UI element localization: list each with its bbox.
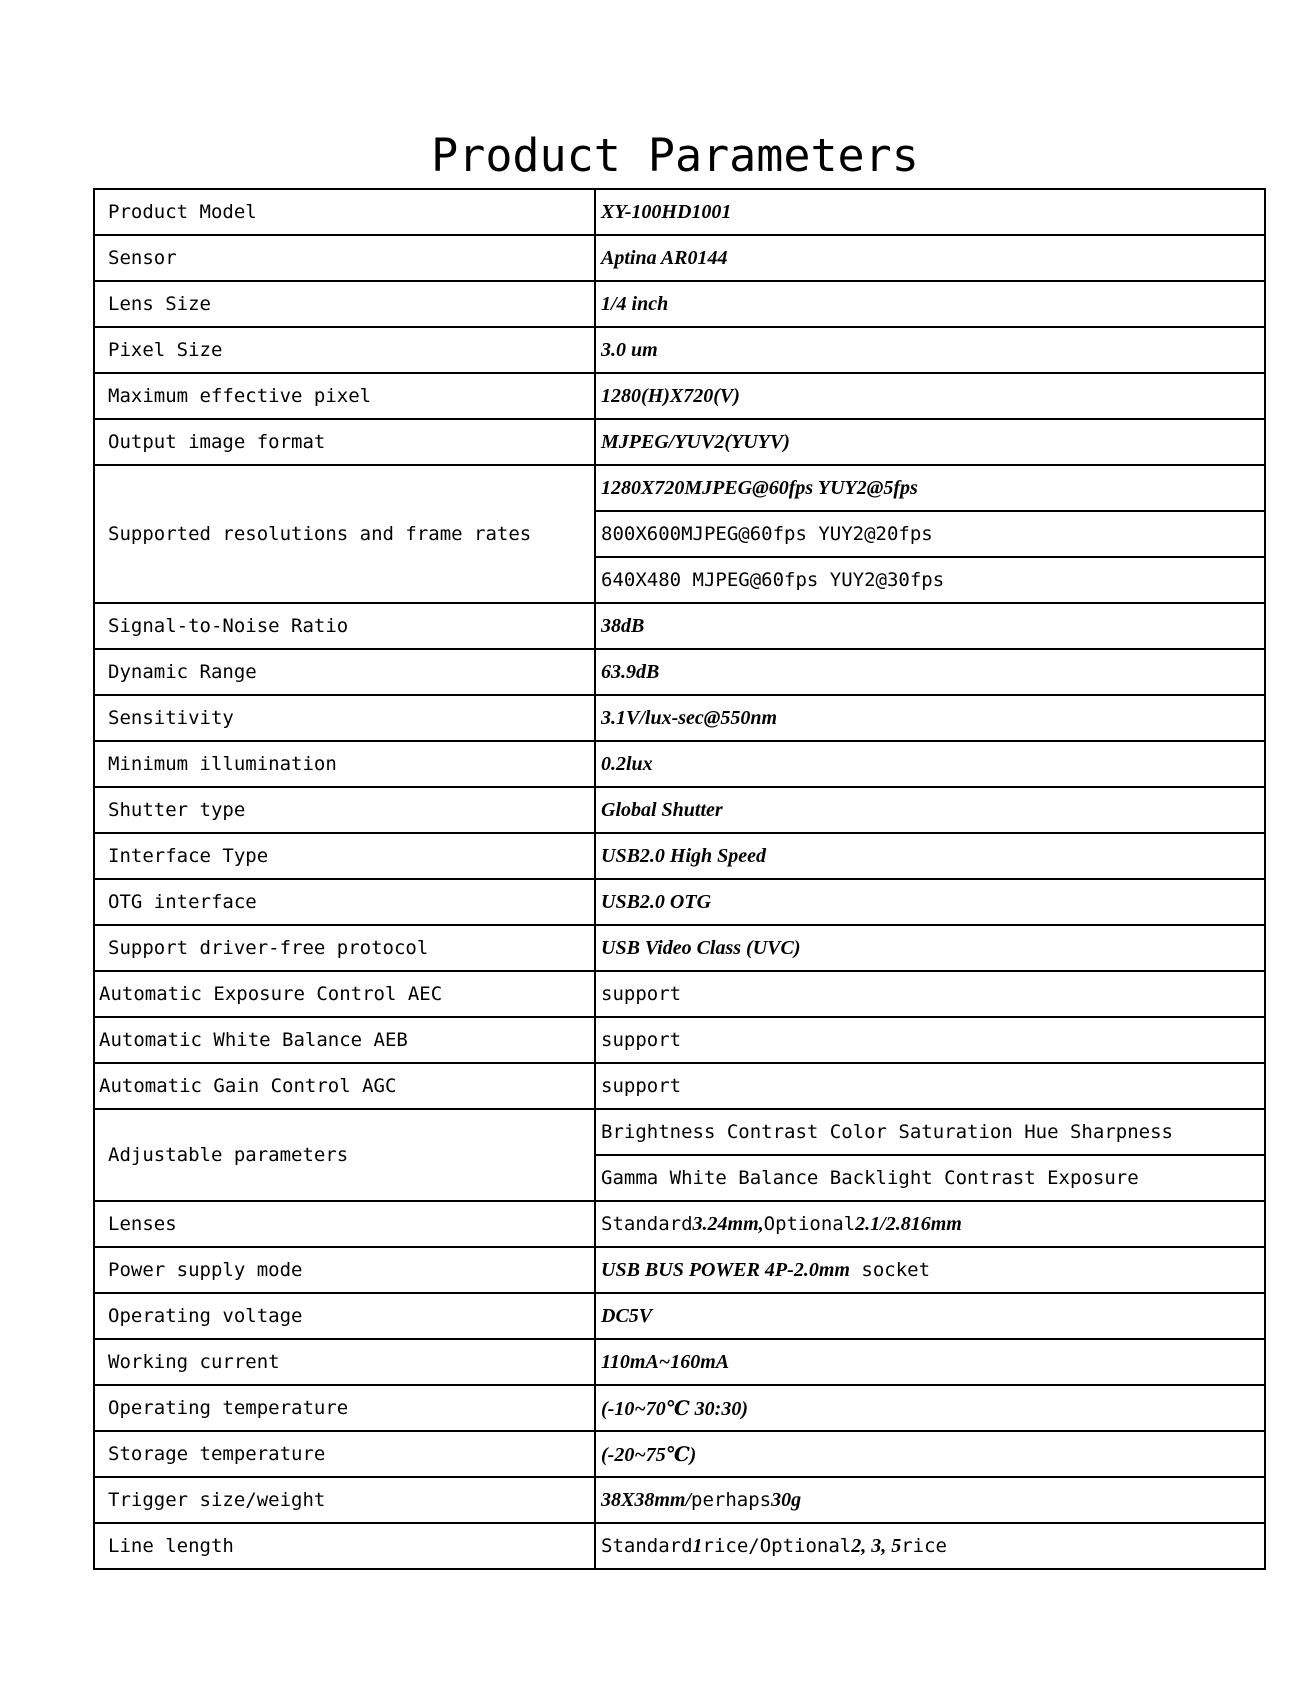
table-row (94, 189, 1265, 235)
table-row (94, 1247, 1265, 1293)
table-row (94, 1477, 1265, 1523)
param-label: Automatic Gain Control AGC (94, 1063, 595, 1109)
param-value: (-20~75℃) (595, 1431, 1265, 1477)
table-row (94, 1293, 1265, 1339)
param-value: 1280X720MJPEG@60fps YUY2@5fps (595, 465, 1265, 511)
value-part: 1 (692, 1534, 703, 1557)
table-row (94, 833, 1265, 879)
table-row (94, 1385, 1265, 1431)
param-label: Minimum illumination (94, 741, 595, 787)
param-value (595, 1477, 1265, 1523)
param-value: USB2.0 High Speed (595, 833, 1265, 879)
table-row (94, 971, 1265, 1017)
param-value: 640X480 MJPEG@60fps YUY2@30fps (595, 557, 1265, 603)
param-label: Dynamic Range (94, 649, 595, 695)
param-label: Storage temperature (94, 1431, 595, 1477)
table-row (94, 925, 1265, 971)
value-part: 2.1/2.816mm (855, 1212, 962, 1235)
param-label: Operating temperature (94, 1385, 595, 1431)
param-value: 3.0 um (595, 327, 1265, 373)
table-row (94, 373, 1265, 419)
table-row (94, 879, 1265, 925)
table-row (94, 787, 1265, 833)
param-label: Output image format (94, 419, 595, 465)
param-value (595, 1247, 1265, 1293)
table-row (94, 1523, 1265, 1569)
param-label: Shutter type (94, 787, 595, 833)
value-part: 3.24mm, (692, 1212, 764, 1235)
param-value: USB2.0 OTG (595, 879, 1265, 925)
table-row (94, 1017, 1265, 1063)
param-label: Sensor (94, 235, 595, 281)
table-row (94, 465, 1265, 511)
param-value: USB Video Class (UVC) (595, 925, 1265, 971)
table-row (94, 1063, 1265, 1109)
param-label: Automatic Exposure Control AEC (94, 971, 595, 1017)
table-row (94, 281, 1265, 327)
table-row (94, 419, 1265, 465)
param-label: Automatic White Balance AEB (94, 1017, 595, 1063)
param-label: Pixel Size (94, 327, 595, 373)
param-label: Lens Size (94, 281, 595, 327)
value-part: rice (901, 1534, 947, 1557)
param-label: Lenses (94, 1201, 595, 1247)
param-value: MJPEG/YUV2(YUYV) (595, 419, 1265, 465)
param-label: Sensitivity (94, 695, 595, 741)
parameters-table (93, 188, 1266, 1570)
param-value: support (595, 971, 1265, 1017)
value-part: 2, 3, 5 (851, 1534, 902, 1557)
value-part: Standard (601, 1212, 693, 1235)
table-row (94, 1201, 1265, 1247)
param-label: Power supply mode (94, 1247, 595, 1293)
param-value: 800X600MJPEG@60fps YUY2@20fps (595, 511, 1265, 557)
value-part: 38X38mm/ (601, 1488, 692, 1511)
param-label: Working current (94, 1339, 595, 1385)
value-part: perhaps (691, 1488, 772, 1511)
param-label: Interface Type (94, 833, 595, 879)
param-label: Signal-to-Noise Ratio (94, 603, 595, 649)
param-label: Line length (94, 1523, 595, 1569)
param-value: 63.9dB (595, 649, 1265, 695)
param-value: XY-100HD1001 (595, 189, 1265, 235)
page-title: Product Parameters (431, 129, 919, 182)
param-value: 110mA~160mA (595, 1339, 1265, 1385)
param-value: support (595, 1017, 1265, 1063)
param-label: Adjustable parameters (94, 1109, 595, 1201)
value-part: socket (849, 1258, 931, 1281)
param-value: Global Shutter (595, 787, 1265, 833)
value-part: USB BUS POWER 4P-2.0mm (601, 1258, 850, 1281)
param-value: (-10~70℃ 30:30) (595, 1385, 1265, 1431)
param-value: DC5V (595, 1293, 1265, 1339)
param-value: 1/4 inch (595, 281, 1265, 327)
param-label: Trigger size/weight (94, 1477, 595, 1523)
param-label: Maximum effective pixel (94, 373, 595, 419)
table-row (94, 603, 1265, 649)
param-label: Support driver-free protocol (94, 925, 595, 971)
table-row (94, 235, 1265, 281)
table-row (94, 741, 1265, 787)
param-value: Aptina AR0144 (595, 235, 1265, 281)
table-row (94, 1431, 1265, 1477)
param-value: support (595, 1063, 1265, 1109)
param-value: 0.2lux (595, 741, 1265, 787)
param-value (595, 1523, 1265, 1569)
param-value: Brightness Contrast Color Saturation Hue Sharpness (595, 1109, 1265, 1155)
param-label: Supported resolutions and frame rates (94, 465, 595, 603)
param-value: 3.1V/lux-sec@550nm (595, 695, 1265, 741)
table-row (94, 1109, 1265, 1155)
param-value: Gamma White Balance Backlight Contrast Exposure (595, 1155, 1265, 1201)
table-row (94, 649, 1265, 695)
param-label: Product Model (94, 189, 595, 235)
value-part: Optional (763, 1212, 856, 1235)
param-label: OTG interface (94, 879, 595, 925)
value-part: rice/Optional (702, 1534, 852, 1557)
param-label: Operating voltage (94, 1293, 595, 1339)
value-part: Standard (601, 1534, 693, 1557)
table-row (94, 695, 1265, 741)
table-row (94, 1339, 1265, 1385)
param-value: 1280(H)X720(V) (595, 373, 1265, 419)
param-value (595, 1201, 1265, 1247)
value-part: 30g (771, 1488, 802, 1511)
table-row (94, 327, 1265, 373)
param-value: 38dB (595, 603, 1265, 649)
